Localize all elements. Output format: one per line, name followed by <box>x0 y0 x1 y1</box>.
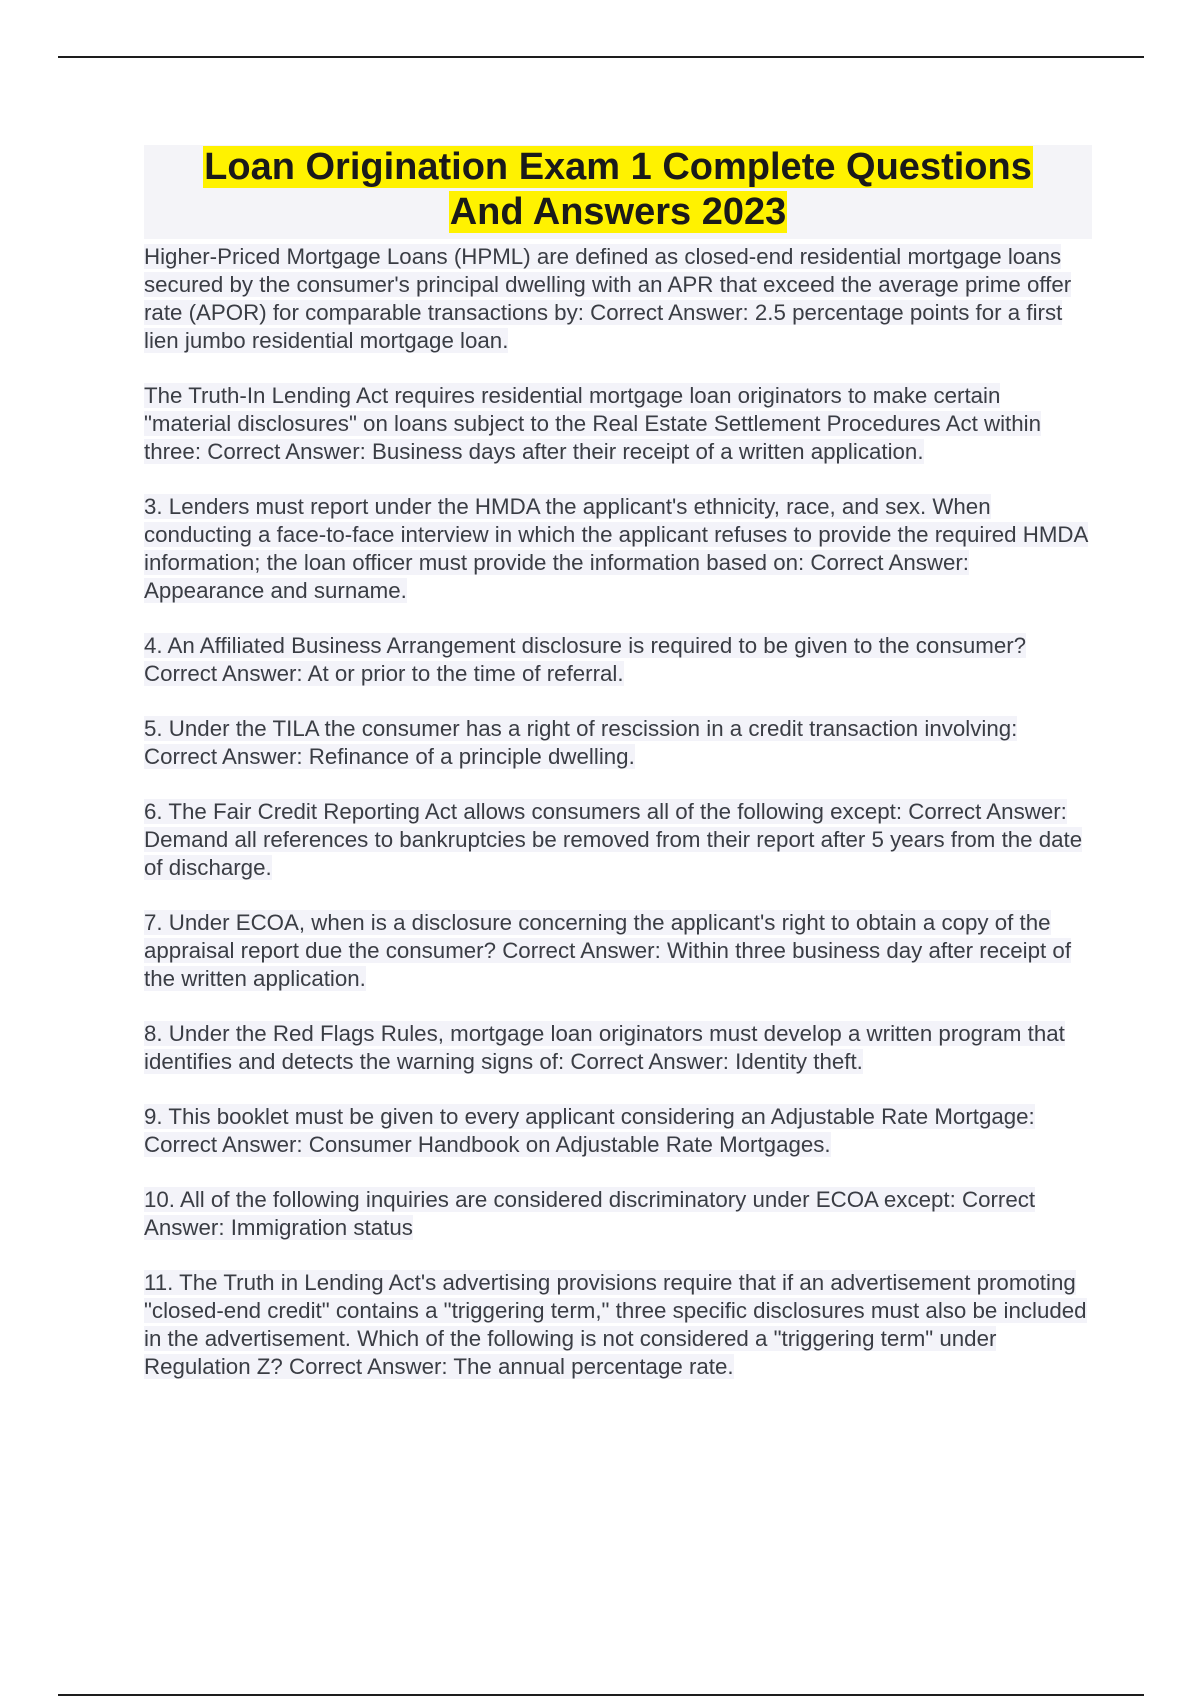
qa-text: Higher-Priced Mortgage Loans (HPML) are defined as closed-end residential mortgage loans secured by the consumer's principal dwelling with an APR that exceed the average prime offer rate (APOR) for comparable transactions by: Correct Answer: 2.5 percentage points for a first lien jumbo residential mortgage loan. <box>144 244 1072 353</box>
qa-text: 11. The Truth in Lending Act's advertising provisions require that if an advertisement promoting "closed-end credit" contains a "triggering term," three specific disclosures must also be included in the advertisement. Which of the following is not considered a "triggering term" under Regulation Z? Correct Answer: The annual percentage rate. <box>144 1270 1087 1379</box>
qa-text: 7. Under ECOA, when is a disclosure concerning the applicant's right to obtain a copy of the appraisal report due the consumer? Correct Answer: Within three business day after receipt of the written application. <box>144 910 1072 991</box>
qa-text: 5. Under the TILA the consumer has a right of rescission in a credit transaction involving: Correct Answer: Refinance of a principle dwelling. <box>144 716 1018 769</box>
qa-item-4 <box>144 632 1092 688</box>
qa-text: 3. Lenders must report under the HMDA the applicant's ethnicity, race, and sex. When conducting a face-to-face interview in which the applicant refuses to provide the required HMDA information; the loan officer must provide the information based on: Correct Answer: Appearance and surname. <box>144 494 1089 603</box>
qa-item-7 <box>144 909 1092 993</box>
qa-text: 6. The Fair Credit Reporting Act allows consumers all of the following except: Correct Answer: Demand all references to bankruptcies be removed from their report after 5 years from the date of discharge. <box>144 799 1083 880</box>
document-body <box>144 145 1092 1408</box>
title-line-1: Loan Origination Exam 1 Complete Questions <box>204 146 1032 188</box>
qa-text: 10. All of the following inquiries are considered discriminatory under ECOA except: Correct Answer: Immigration status <box>144 1187 1036 1240</box>
page-title <box>144 145 1092 235</box>
top-rule <box>58 56 1144 58</box>
qa-item-1 <box>144 243 1092 355</box>
qa-text: 8. Under the Red Flags Rules, mortgage loan originators must develop a written program that identifies and detects the warning signs of: Correct Answer: Identity theft. <box>144 1021 1065 1074</box>
qa-item-10 <box>144 1186 1092 1242</box>
qa-text: 9. This booklet must be given to every applicant considering an Adjustable Rate Mortgage: Correct Answer: Consumer Handbook on Adjustable Rate Mortgages. <box>144 1104 1035 1157</box>
title-block <box>144 145 1092 239</box>
qa-text: 4. An Affiliated Business Arrangement disclosure is required to be given to the consumer? Correct Answer: At or prior to the time of referral. <box>144 633 1027 686</box>
qa-text: The Truth-In Lending Act requires residential mortgage loan originators to make certain "material disclosures" on loans subject to the Real Estate Settlement Procedures Act within three: Correct Answer: Business days after their receipt of a written application. <box>144 383 1042 464</box>
bottom-rule <box>58 1694 1144 1696</box>
qa-item-9 <box>144 1103 1092 1159</box>
qa-item-8 <box>144 1020 1092 1076</box>
qa-item-5 <box>144 715 1092 771</box>
qa-item-11 <box>144 1269 1092 1381</box>
qa-item-3 <box>144 493 1092 605</box>
title-line-2: And Answers 2023 <box>449 191 787 233</box>
qa-item-6 <box>144 798 1092 882</box>
qa-item-2 <box>144 382 1092 466</box>
